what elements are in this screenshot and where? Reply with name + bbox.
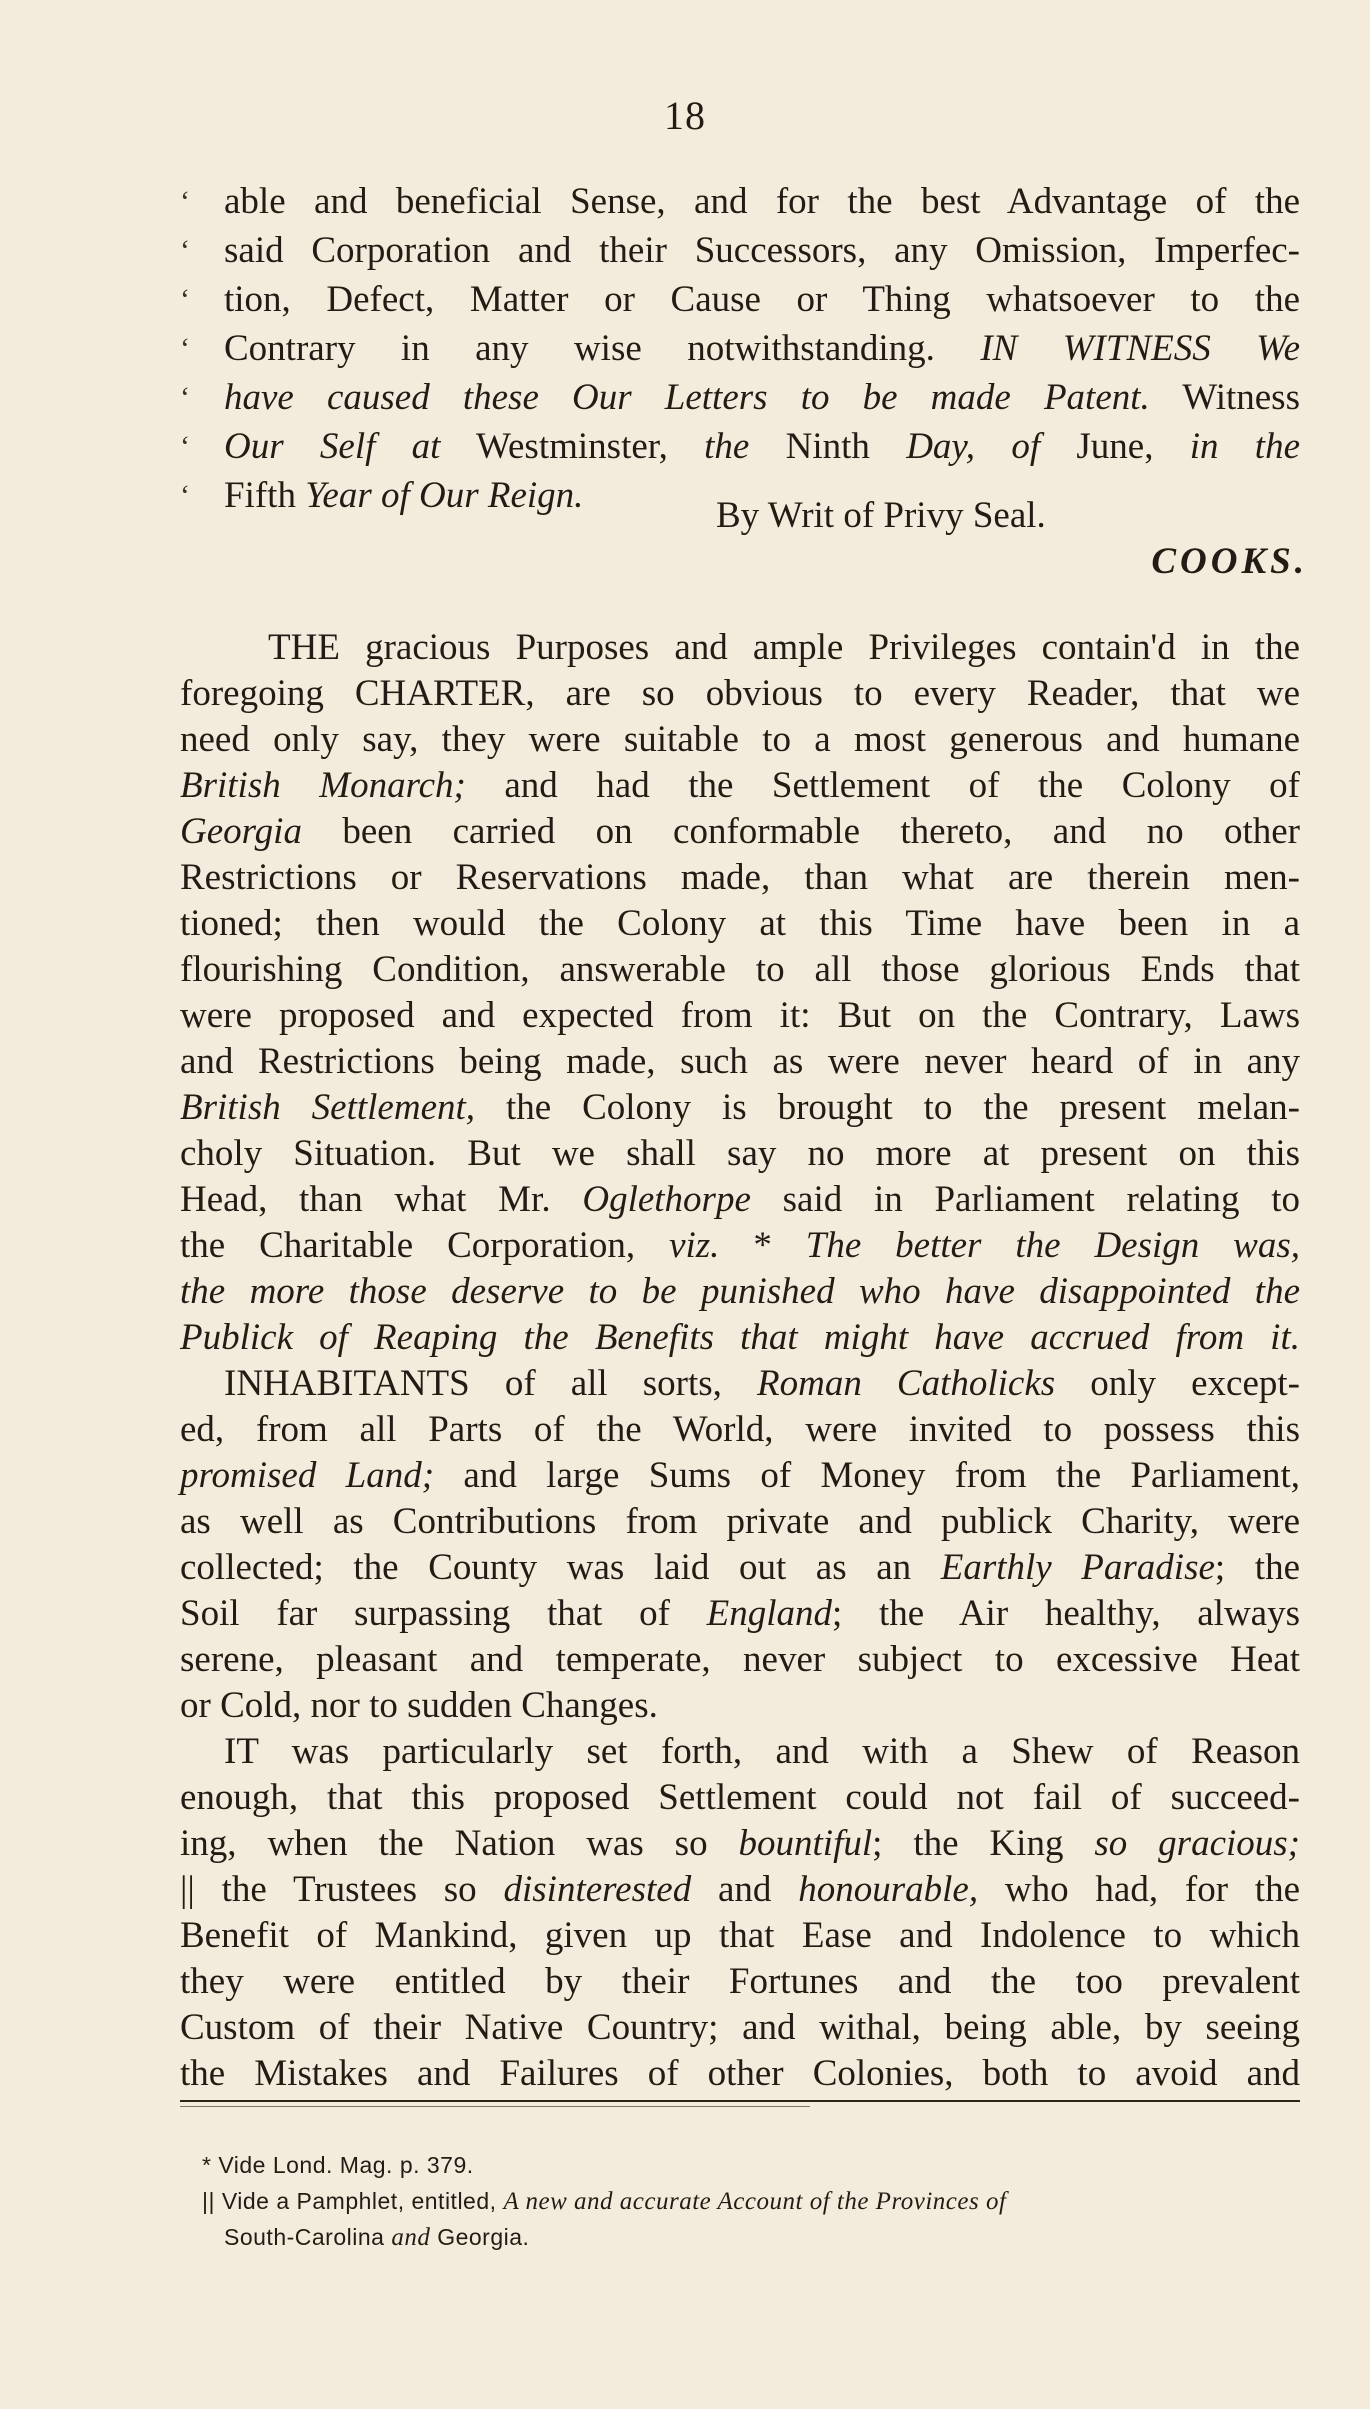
writ-text: By Writ of Privy Seal. <box>716 495 1046 536</box>
text-line: serene, pleasant and temperate, never subject to excessive Heat <box>180 1639 1300 1680</box>
quote-text: have caused these Our Letters to be made Patent. Witness <box>224 377 1300 418</box>
text-line: British Monarch; and had the Settlement of the Colony of <box>180 765 1301 806</box>
quote-line <box>180 227 1300 275</box>
quote-line <box>180 423 1300 471</box>
quote-mark: ‘ <box>180 332 190 365</box>
text-line: flourishing Condition, answerable to all those glorious Ends that <box>180 949 1300 990</box>
quote-text: Fifth Year of Our Reign. <box>224 475 584 516</box>
text-line: the Mistakes and Failures of other Colonies, both to avoid and <box>180 2053 1300 2094</box>
footnote-2: || Vide a Pamphlet, entitled, A new and accurate Account of the Provinces of <box>202 2188 1007 2215</box>
text-line: the more those deserve to be punished who have disappointed the <box>180 1271 1300 1312</box>
text-line: Restrictions or Reservations made, than what are therein men- <box>180 857 1300 898</box>
text-line: were proposed and expected from it: But on the Contrary, Laws <box>180 995 1300 1036</box>
quote-text: Our Self at Westminster, the Ninth Day, of June, in the <box>224 426 1301 467</box>
quote-text: able and beneficial Sense, and for the best Advantage of the <box>224 181 1300 222</box>
quote-line <box>180 325 1300 373</box>
text-line: ing, when the Nation was so bountiful; the King so gracious; <box>180 1823 1301 1864</box>
text-line: Soil far surpassing that of England; the Air healthy, always <box>180 1593 1301 1634</box>
text-line: INHABITANTS of all sorts, Roman Catholicks only except- <box>224 1363 1300 1404</box>
text-line: Custom of their Native Country; and withal, being able, by seeing <box>180 2007 1300 2048</box>
footnote-rule-secondary <box>180 2106 810 2107</box>
quote-mark: ‘ <box>180 381 190 414</box>
quote-line <box>180 276 1300 324</box>
signature: COOKS. <box>1151 541 1308 582</box>
text-line: foregoing CHARTER, are so obvious to every Reader, that we <box>180 673 1301 714</box>
text-line: choly Situation. But we shall say no more at present on this <box>180 1133 1300 1174</box>
text-line: Head, than what Mr. Oglethorpe said in Parliament relating to <box>180 1179 1301 1220</box>
quote-mark: ‘ <box>180 283 190 316</box>
quote-text: Contrary in any wise notwithstanding. IN WITNESS We <box>224 328 1300 369</box>
quote-line <box>180 178 1300 226</box>
text-line: British Settlement, the Colony is brought to the present melan- <box>180 1087 1300 1128</box>
footnote-2-continued: South-Carolina and Georgia. <box>224 2224 530 2251</box>
text-line: collected; the County was laid out as an Earthly Paradise; the <box>180 1547 1300 1588</box>
text-line: as well as Contributions from private and publick Charity, were <box>180 1501 1300 1542</box>
quote-text: tion, Defect, Matter or Cause or Thing whatsoever to the <box>224 279 1300 320</box>
text-line: IT was particularly set forth, and with a Shew of Reason <box>224 1731 1300 1772</box>
quote-line <box>180 374 1300 422</box>
text-line: need only say, they were suitable to a most generous and humane <box>180 719 1300 760</box>
text-line: the Charitable Corporation, viz. * The better the Design was, <box>180 1225 1301 1266</box>
text-line: promised Land; and large Sums of Money from the Parliament, <box>180 1455 1301 1496</box>
text-line: THE gracious Purposes and ample Privileges contain'd in the <box>268 627 1300 668</box>
text-line: Benefit of Mankind, given up that Ease and Indolence to which <box>180 1915 1300 1956</box>
text-line: enough, that this proposed Settlement could not fail of succeed- <box>180 1777 1300 1818</box>
text-line: Georgia been carried on conformable thereto, and no other <box>180 811 1300 852</box>
text-line: and Restrictions being made, such as were never heard of in any <box>180 1041 1300 1082</box>
text-line: || the Trustees so disinterested and honourable, who had, for the <box>180 1869 1301 1910</box>
text-line: ed, from all Parts of the World, were invited to possess this <box>180 1409 1300 1450</box>
quote-mark: ‘ <box>180 479 190 512</box>
text-line: or Cold, nor to sudden Changes. <box>180 1685 658 1726</box>
text-line: tioned; then would the Colony at this Time have been in a <box>180 903 1300 944</box>
witness-clause: IN WITNESS We <box>980 328 1300 369</box>
text-line: Publick of Reaping the Benefits that might have accrued from it. <box>180 1317 1300 1358</box>
quote-mark: ‘ <box>180 185 190 218</box>
quote-text: said Corporation and their Successors, any Omission, Imperfec- <box>224 230 1300 271</box>
footnote-1: * Vide Lond. Mag. p. 379. <box>202 2152 474 2178</box>
text-line: they were entitled by their Fortunes and the too prevalent <box>180 1961 1300 2002</box>
page-number: 18 <box>664 93 706 138</box>
quote-mark: ‘ <box>180 234 190 267</box>
footnote-rule <box>180 2100 1300 2102</box>
quote-mark: ‘ <box>180 430 190 463</box>
